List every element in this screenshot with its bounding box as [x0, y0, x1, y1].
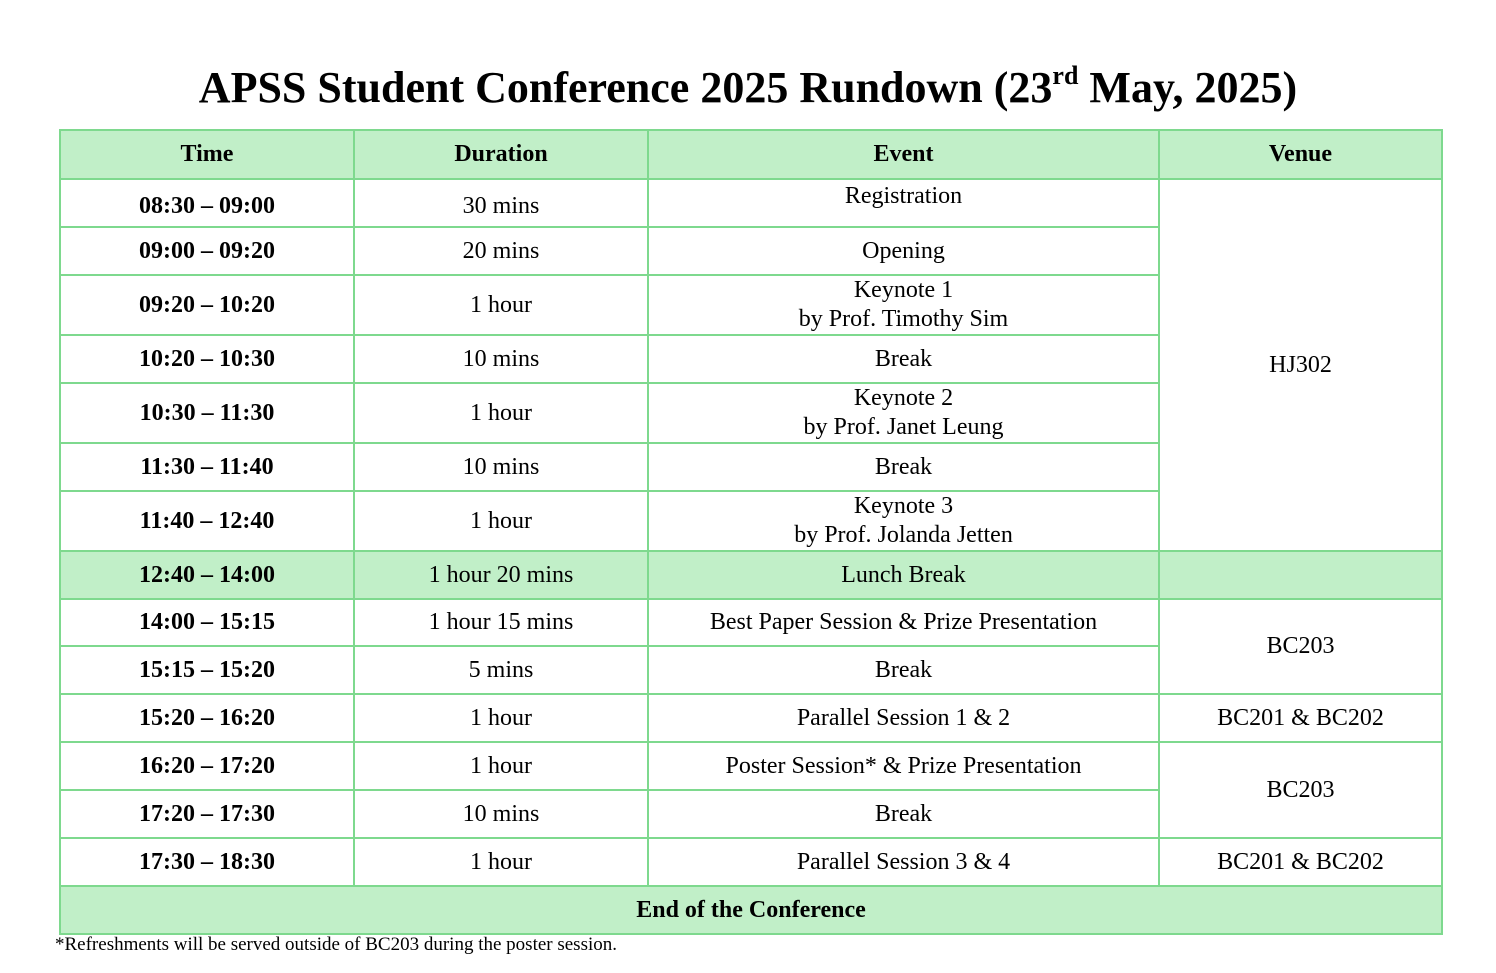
duration-cell: 10 mins [354, 443, 648, 491]
table-row [60, 179, 1442, 227]
duration-cell: 1 hour [354, 838, 648, 886]
event-cell [648, 383, 1159, 443]
time-cell: 11:30 – 11:40 [60, 443, 354, 491]
header-venue: Venue [1159, 130, 1442, 179]
duration-cell: 20 mins [354, 227, 648, 275]
time-cell: 17:20 – 17:30 [60, 790, 354, 838]
title-superscript: rd [1052, 61, 1079, 90]
duration-cell: 1 hour [354, 694, 648, 742]
duration-cell: 1 hour [354, 491, 648, 551]
event-cell [648, 491, 1159, 551]
duration-cell: 30 mins [354, 179, 648, 227]
time-cell: 09:20 – 10:20 [60, 275, 354, 335]
time-cell: 10:20 – 10:30 [60, 335, 354, 383]
time-cell: 12:40 – 14:00 [60, 551, 354, 599]
event-cell: Opening [648, 227, 1159, 275]
title-main: APSS Student Conference 2025 Rundown (23 [198, 63, 1053, 112]
event-cell: Break [648, 335, 1159, 383]
title-tail: May, 2025) [1078, 63, 1298, 112]
time-cell: 09:00 – 09:20 [60, 227, 354, 275]
event-speaker: by Prof. Janet Leung [803, 414, 1004, 440]
event-title: Keynote 2 [853, 385, 954, 411]
duration-cell: 10 mins [354, 335, 648, 383]
event-speaker: by Prof. Timothy Sim [798, 306, 1009, 332]
header-duration: Duration [354, 130, 648, 179]
event-cell: Parallel Session 1 & 2 [648, 694, 1159, 742]
event-cell: Best Paper Session & Prize Presentation [648, 599, 1159, 646]
table-row [60, 599, 1442, 646]
event-cell [648, 275, 1159, 335]
venue-cell: HJ302 [1159, 179, 1442, 551]
event-cell: Registration [648, 179, 1159, 227]
event-title: Keynote 1 [853, 277, 954, 303]
duration-cell: 1 hour 15 mins [354, 599, 648, 646]
time-cell: 08:30 – 09:00 [60, 179, 354, 227]
event-cell: Break [648, 646, 1159, 694]
time-cell: 14:00 – 15:15 [60, 599, 354, 646]
table-row [60, 742, 1442, 790]
table-row [60, 694, 1442, 742]
page-title [0, 58, 1496, 118]
event-cell: Lunch Break [648, 551, 1159, 599]
time-cell: 17:30 – 18:30 [60, 838, 354, 886]
venue-cell: BC201 & BC202 [1159, 838, 1442, 886]
footnote: *Refreshments will be served outside of BC203 during the poster session. [55, 934, 618, 955]
event-cell: Poster Session* & Prize Presentation [648, 742, 1159, 790]
time-cell: 15:15 – 15:20 [60, 646, 354, 694]
event-cell: Parallel Session 3 & 4 [648, 838, 1159, 886]
event-cell: Break [648, 443, 1159, 491]
venue-cell: BC203 [1159, 599, 1442, 694]
table-header-row [60, 130, 1442, 179]
venue-cell [1159, 551, 1442, 599]
duration-cell: 5 mins [354, 646, 648, 694]
end-row [60, 886, 1442, 934]
time-cell: 15:20 – 16:20 [60, 694, 354, 742]
header-event: Event [648, 130, 1159, 179]
event-speaker: by Prof. Jolanda Jetten [794, 522, 1013, 548]
event-cell: Break [648, 790, 1159, 838]
header-time: Time [60, 130, 354, 179]
time-cell: 11:40 – 12:40 [60, 491, 354, 551]
venue-cell: BC201 & BC202 [1159, 694, 1442, 742]
time-cell: 10:30 – 11:30 [60, 383, 354, 443]
duration-cell: 1 hour 20 mins [354, 551, 648, 599]
duration-cell: 1 hour [354, 742, 648, 790]
event-title: Keynote 3 [853, 493, 954, 519]
duration-cell: 1 hour [354, 383, 648, 443]
end-of-conference: End of the Conference [60, 886, 1442, 934]
table-row-highlighted [60, 551, 1442, 599]
venue-cell: BC203 [1159, 742, 1442, 838]
duration-cell: 1 hour [354, 275, 648, 335]
duration-cell: 10 mins [354, 790, 648, 838]
time-cell: 16:20 – 17:20 [60, 742, 354, 790]
table-row [60, 838, 1442, 886]
rundown-table [59, 129, 1443, 935]
